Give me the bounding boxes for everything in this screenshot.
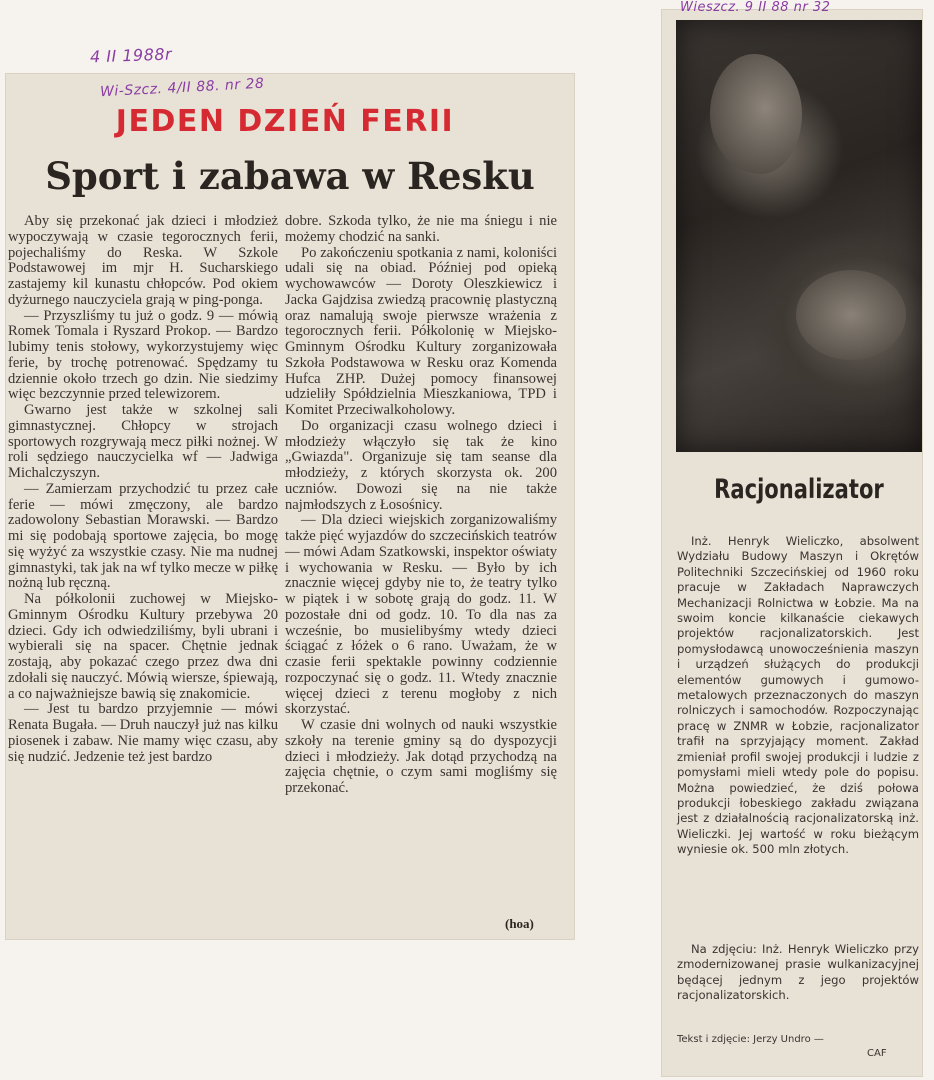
handwritten-date-note: 4 II 1988r [89, 44, 173, 67]
paragraph: Gwarno jest także w szkolnej sali gimnastycznej. Chłopcy w strojach sportowych rozgrywają mecz piłki nożnej. W roli sędziego nauczycielka wf — Jadwiga Michalczyszyn. [8, 402, 278, 481]
paragraph: — Zamierzam przychodzić tu przez całe ferie — mówi zmęczony, ale bardzo zadowolony Sebastian Morawski. — Bardzo mi się podobają sportowe zajęcia, bo mogę się wyżyć za wszystkie czasy. Nie ma nudnej gimnastyki, tak jak na wf tylko mecze w piłkę nożną lub ręczną. [8, 480, 278, 592]
paragraph: Do organizacji czasu wolnego dzieci i młodzieży włączyło się tak że kino „Gwiazda". Organizuje się tam seanse dla młodzieży, z których skorzysta ok. 200 uczniów. Dowozi się na nie także najmłodszych z Łosośnicy. [285, 417, 557, 513]
photo-subject-hands [796, 270, 906, 360]
paragraph: Po zakończeniu spotkania z nami, koloniści udali się na obiad. Później pod opieką wychowawców — Doroty Oleszkiewicz i Jacka Gajdzisa zwiedzą pracownię plastyczną oraz namalują swoje pierwsze wrażenia z tegorocznych ferii. Półkolonię w Miejsko-Gminnym Ośrodku Kultury zorganizowała Szkoła Podstawowa w Resku oraz Komenda Hufca ZHP. Dużej pomocy finansowej udzieliły Spółdzielnia Mieszkaniowa, TPD i Komitet Przeciwalkoholowy. [285, 244, 557, 418]
article-column-1 [8, 214, 278, 765]
paragraph: Inż. Henryk Wieliczko, absolwent Wydziału Budowy Maszyn i Okrętów Politechniki Szczecińskiej od 1960 roku pracuje w Zakładach Naprawczych Mechanizacji Rolnictwa w Łobzie. Ma na swoim koncie kilkanaście ciekawych projektów racjonalizatorskich. Jest pomysłodawcą unowocześnienia maszyn i urządzeń służących do produkcji elementów gumowych i gumowo-metalowych przeznaczonych do maszyn rolniczych i samochodów. Rozpoczynając pracę w ZNMR w Łobzie, racjonalizator trafił na sprzyjający moment. Zakład zmieniał profil swojej produkcji i ludzie z pomysłami mieli wtedy pole do popisu. Można powiedzieć, że dziś połowa produkcji łobeskiego zakładu związana jest z działalnością racjonalizatorską inż. Wieliczki. Jej wartość w roku bieżącym wyniesie ok. 500 mln złotych. [677, 534, 919, 857]
photo-credit: Tekst i zdjęcie: Jerzy Undro — [677, 1034, 824, 1045]
paragraph: — Jest tu bardzo przyjemnie — mówi Renata Bugała. — Druh nauczył już nas kilku piosenek i zabaw. Nie mamy więc czasu, aby się nudzić. Jedzenie też jest bardzo [8, 701, 278, 765]
handwritten-source-note-left: Wi-Szcz. 4/II 88. nr 28 [99, 75, 265, 101]
photo-caption [677, 942, 919, 1004]
agency-credit: CAF [867, 1048, 887, 1059]
paragraph: — Przyszliśmy tu już o godz. 9 — mówią Romek Tomala i Ryszard Prokop. — Bardzo lubimy tenis stołowy, wykorzystujemy więc ferie, by trochę potrenować. Spędzamy tu dziennie około trzech go dzin. Nie siedzimy więc bezczynnie przed telewizorem. [8, 307, 278, 403]
paragraph: W czasie dni wolnych od nauki wszystkie szkoły na terenie gminy są do dyspozycji dzieci i młodzieży. Jak dotąd przychodzą na zajęcia chętnie, o czym sami mogliśmy się przekonać. [285, 717, 557, 796]
author-signature: (hoa) [505, 916, 534, 931]
article-headline: Sport i zabawa w Resku [45, 154, 535, 198]
portrait-photo [676, 20, 922, 452]
sidebar-article-title: Racjonalizator [714, 474, 884, 505]
article-kicker: JEDEN DZIEŃ FERII [115, 104, 455, 139]
paragraph: Aby się przekonać jak dzieci i młodzież wypoczywają w czasie tegorocznych ferii, pojechaliśmy do Reska. W Szkole Podstawowej im mjr H. Sucharskiego zastajemy kil kunastu chłopców. Pod okiem dyżurnego nauczyciela grają w ping-ponga. [8, 213, 278, 308]
photo-subject-head [710, 54, 802, 174]
paragraph: dobre. Szkoda tylko, że nie ma śniegu i nie możemy chodzić na sanki. [285, 213, 557, 245]
sidebar-article-body [677, 534, 919, 858]
paragraph: Na półkolonii zuchowej w Miejsko-Gminnym Ośrodku Kultury przebywa 20 dzieci. Gdy ich odwiedziliśmy, byli ubrani i wybierali się na spacer. Chętnie jednak zostają, aby pokazać czego przez dwa dni zdołali się nauczyć. Mówią wiersze, śpiewają, a co najważniejsze bawią się znakomicie. [8, 591, 278, 702]
paragraph: — Dla dzieci wiejskich zorganizowaliśmy także pięć wyjazdów do szczecińskich teatrów — mówi Adam Szatkowski, inspektor oświaty i wychowania w Resku. — Było by ich znacznie więcej gdyby nie to, że teatry tylko w piątek i w sobotę grają do godz. 11. W pozostałe dni od godz. 10. To dla nas za wcześnie, bo musielibyśmy wtedy dzieci ściągać z łóżek o 6 rano. Uważam, że w czasie ferii spektakle powinny codziennie rozpoczynać się o godz. 11. Wtedy znacznie więcej dzieci z terenu mogłoby z nich skorzystać. [285, 512, 557, 718]
article-column-2 [285, 214, 557, 797]
handwritten-source-note-right: Wieszcz. 9 II 88 nr 32 [680, 0, 831, 15]
caption-text: Na zdjęciu: Inż. Henryk Wieliczko przy zmodernizowanej prasie wulkanizacyjnej będącej jednym z jego projektów racjonalizatorskich. [677, 942, 919, 1003]
